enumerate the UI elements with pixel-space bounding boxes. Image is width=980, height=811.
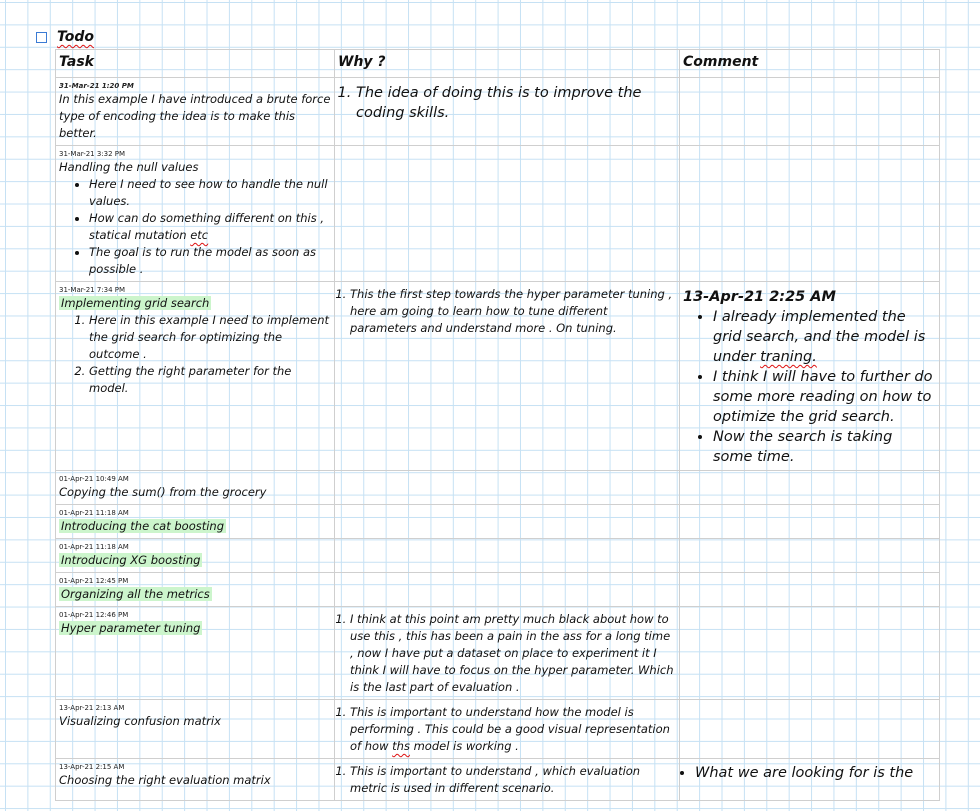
table-header-row [56, 50, 940, 78]
timestamp: 13-Apr-21 2:15 AM [59, 763, 125, 771]
task-text: Hyper parameter tuning [61, 621, 201, 635]
why-cell[interactable] [335, 573, 680, 607]
why-list [338, 704, 676, 755]
comment-cell[interactable] [680, 539, 940, 573]
todo-tag-row [36, 29, 94, 45]
bullet-list [59, 176, 331, 278]
list-item [350, 704, 676, 755]
task-cell[interactable] [56, 700, 335, 759]
why-cell[interactable] [335, 471, 680, 505]
list-item: • I think I will have to further do some more reading on how to optimize the grid search. [713, 367, 936, 427]
table-row[interactable] [56, 282, 940, 471]
task-cell[interactable] [56, 539, 335, 573]
todo-label: Todo [57, 29, 95, 45]
task-text: Choosing the right evaluation matrix [59, 773, 271, 787]
timestamp: 31-Mar-21 7:34 PM [59, 286, 126, 294]
task-cell[interactable] [56, 471, 335, 505]
why-list [338, 611, 676, 696]
misspelled-word: ths [392, 739, 410, 753]
list-item: • What we are looking for is the [695, 763, 936, 783]
comment-heading: 13-Apr-21 2:25 AM [683, 289, 836, 305]
table-row[interactable] [56, 700, 940, 759]
comment-cell[interactable] [680, 759, 940, 801]
comment-cell[interactable] [680, 505, 940, 539]
list-item: 1. This is important to understand , which evaluation metric is used in different scenario. [350, 763, 676, 797]
timestamp: 31-Mar-21 3:32 PM [59, 150, 126, 158]
table-row[interactable] [56, 146, 940, 282]
list-item [713, 307, 936, 367]
task-cell[interactable] [56, 78, 335, 146]
list-item: 1. This the first step towards the hyper parameter tuning , here am going to learn how to tune different parameters and understand more . On tuning. [350, 286, 676, 337]
comment-cell[interactable] [680, 78, 940, 146]
table-row[interactable] [56, 505, 940, 539]
list-item-text: This is important to understand how the model is performing . This could be a good visual representation of how [350, 705, 670, 753]
table-row[interactable] [56, 759, 940, 801]
task-text: Copying the sum() from the grocery [59, 485, 267, 499]
timestamp: 01-Apr-21 12:45 PM [59, 577, 129, 585]
task-cell[interactable] [56, 759, 335, 801]
timestamp: 01-Apr-21 10:49 AM [59, 475, 129, 483]
task-text: Implementing grid search [61, 296, 210, 310]
task-text: Handling the null values [59, 160, 199, 174]
why-cell[interactable] [335, 539, 680, 573]
comment-cell[interactable] [680, 471, 940, 505]
task-text: Introducing XG boosting [61, 553, 201, 567]
task-cell[interactable] [56, 146, 335, 282]
list-item: 1. Here in this example I need to implement the grid search for optimizing the outcome . [89, 312, 331, 363]
list-item-text: How can do something different on this , statical mutation [89, 211, 324, 242]
comment-list [683, 763, 936, 783]
why-list [338, 286, 676, 337]
header-comment: Comment [680, 50, 940, 78]
notes-table [55, 49, 940, 801]
task-cell[interactable] [56, 573, 335, 607]
numbered-list [59, 312, 331, 397]
why-cell[interactable] [335, 146, 680, 282]
list-item-text: I already implemented the grid search, and the model is under [713, 309, 926, 365]
table-row[interactable] [56, 607, 940, 700]
list-item: • The goal is to run the model as soon as possible . [89, 244, 331, 278]
task-cell[interactable] [56, 607, 335, 700]
timestamp: 13-Apr-21 2:13 AM [59, 704, 125, 712]
why-cell[interactable] [335, 759, 680, 801]
comment-cell[interactable] [680, 146, 940, 282]
comment-cell[interactable] [680, 607, 940, 700]
list-item: 1. I think at this point am pretty much black about how to use this , this has been a pain in the ass for a long time , now I have put a dataset on place to experiment it I think I will have to focus on the hyper parameter. Which is the last part of evaluation . [350, 611, 676, 696]
timestamp: 01-Apr-21 12:46 PM [59, 611, 129, 619]
list-item: 2. Getting the right parameter for the model. [89, 363, 331, 397]
list-item [89, 210, 331, 244]
comment-cell[interactable] [680, 282, 940, 471]
header-task: Task [56, 50, 335, 78]
why-list [338, 763, 676, 797]
comment-cell[interactable] [680, 700, 940, 759]
timestamp: 01-Apr-21 11:18 AM [59, 543, 129, 551]
task-text: Visualizing confusion matrix [59, 714, 221, 728]
table-row[interactable] [56, 471, 940, 505]
task-cell[interactable] [56, 505, 335, 539]
why-cell[interactable] [335, 78, 680, 146]
why-cell[interactable] [335, 607, 680, 700]
comment-cell[interactable] [680, 573, 940, 607]
header-why: Why ? [335, 50, 680, 78]
task-text: Organizing all the metrics [61, 587, 210, 601]
task-cell[interactable] [56, 282, 335, 471]
list-item: • Now the search is taking some time. [713, 427, 936, 467]
table-row[interactable] [56, 573, 940, 607]
why-cell[interactable] [335, 700, 680, 759]
timestamp: 31-Mar-21 1:20 PM [59, 82, 134, 90]
why-list [338, 83, 676, 123]
table-row[interactable] [56, 78, 940, 146]
todo-checkbox[interactable] [36, 32, 47, 43]
list-item-text: model is working . [413, 739, 519, 753]
why-cell[interactable] [335, 505, 680, 539]
misspelled-word: etc [190, 228, 209, 242]
timestamp: 01-Apr-21 11:18 AM [59, 509, 129, 517]
misspelled-word: traning. [760, 349, 817, 365]
why-cell[interactable] [335, 282, 680, 471]
list-item: • Here I need to see how to handle the null values. [89, 176, 331, 210]
task-text: Introducing the cat boosting [61, 519, 225, 533]
task-text: In this example I have introduced a brute force type of encoding the idea is to make this better. [59, 92, 331, 140]
table-row[interactable] [56, 539, 940, 573]
list-item: 1. The idea of doing this is to improve the coding skills. [356, 83, 676, 123]
comment-list [683, 307, 936, 467]
